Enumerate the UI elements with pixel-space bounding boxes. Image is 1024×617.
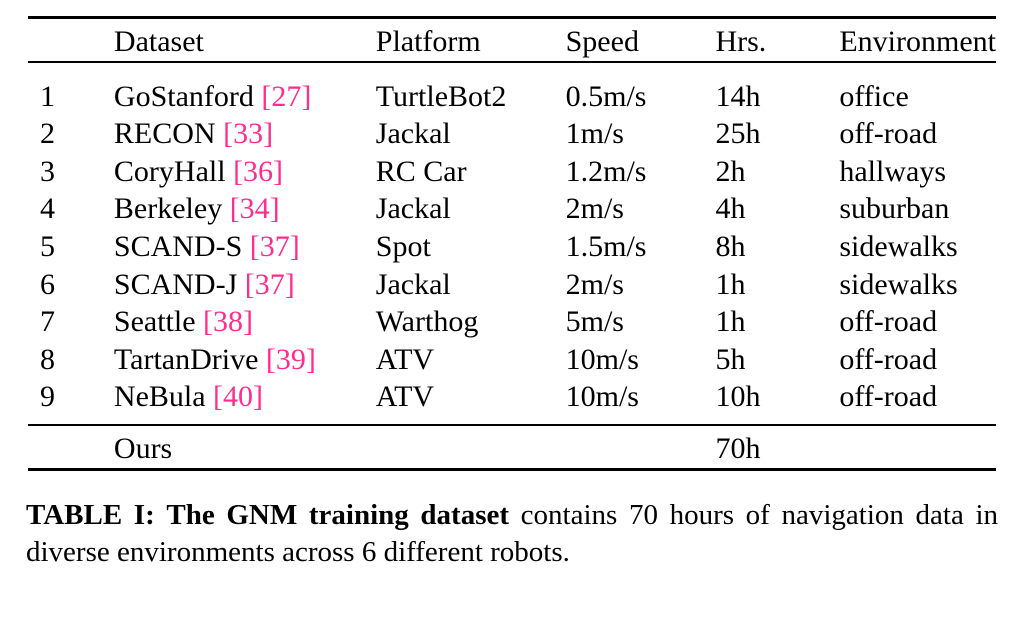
row-index: 7 — [40, 305, 55, 339]
table-row — [28, 378, 996, 416]
row-dataset — [96, 341, 376, 379]
row-speed: 5m/s — [565, 305, 624, 339]
row-dataset — [96, 78, 376, 116]
dataset-table-container — [28, 16, 996, 475]
row-environment: hallways — [839, 154, 946, 188]
summary-dataset: Ours — [113, 431, 173, 465]
header-platform: Platform — [375, 25, 481, 58]
dataset-name: GoStanford — [113, 79, 254, 113]
row-platform: RC Car — [375, 154, 467, 188]
dataset-name: SCAND-J — [113, 267, 238, 301]
row-dataset — [96, 115, 376, 153]
citation-link[interactable]: [34] — [229, 192, 280, 226]
row-dataset — [96, 303, 376, 341]
row-speed: 2m/s — [565, 267, 624, 301]
citation-link[interactable]: [38] — [203, 305, 254, 339]
row-speed: 1.2m/s — [565, 154, 647, 188]
row-hrs: 1h — [715, 305, 746, 339]
dataset-name: CoryHall — [113, 154, 226, 188]
table-caption — [26, 497, 998, 571]
row-index: 8 — [40, 342, 55, 376]
row-hrs: 8h — [715, 229, 746, 263]
table-spacer — [28, 67, 996, 78]
summary-index — [28, 430, 96, 469]
row-platform: Jackal — [375, 267, 451, 301]
row-environment: off-road — [839, 117, 938, 151]
row-hrs: 14h — [715, 79, 761, 113]
table-row — [28, 341, 996, 379]
citation-link[interactable]: [36] — [233, 154, 284, 188]
row-environment: suburban — [839, 192, 950, 226]
dataset-name: RECON — [113, 117, 216, 151]
table-row — [28, 190, 996, 228]
row-dataset — [96, 266, 376, 304]
citation-link[interactable]: [40] — [213, 380, 264, 414]
dataset-name: Berkeley — [113, 192, 223, 226]
table-row — [28, 78, 996, 116]
row-platform: Jackal — [375, 192, 451, 226]
caption-bold-title: The GNM training dataset — [166, 498, 510, 531]
table-row — [28, 115, 996, 153]
citation-link[interactable]: [27] — [261, 79, 312, 113]
header-dataset: Dataset — [113, 25, 204, 58]
summary-platform — [376, 430, 566, 469]
caption-rest: contains 70 hours of navigation data in diverse environments across 6 different robots. — [26, 498, 999, 568]
dataset-name: NeBula — [113, 380, 206, 414]
citation-link[interactable]: [37] — [244, 267, 295, 301]
row-index: 5 — [40, 229, 55, 263]
citation-link[interactable]: [39] — [265, 342, 316, 376]
row-platform: Warthog — [375, 305, 479, 339]
header-index — [28, 23, 96, 62]
header-hrs: Hrs. — [715, 25, 767, 58]
row-environment: sidewalks — [839, 229, 958, 263]
citation-link[interactable]: [33] — [223, 117, 274, 151]
header-environment: Environment — [839, 25, 996, 58]
row-speed: 10m/s — [565, 380, 639, 414]
table-rule-bottom — [28, 469, 996, 475]
table-header-row — [28, 23, 996, 62]
row-platform: ATV — [375, 342, 435, 376]
table-row — [28, 228, 996, 266]
header-speed: Speed — [565, 25, 639, 58]
row-speed: 10m/s — [565, 342, 639, 376]
row-hrs: 5h — [715, 342, 746, 376]
row-speed: 2m/s — [565, 192, 624, 226]
table-summary-row — [28, 430, 996, 469]
row-index: 4 — [40, 192, 55, 226]
dataset-name: TartanDrive — [113, 342, 259, 376]
summary-environment — [835, 430, 996, 469]
row-index: 2 — [40, 117, 55, 151]
row-index: 9 — [40, 380, 55, 414]
row-index: 1 — [40, 79, 55, 113]
row-hrs: 25h — [715, 117, 761, 151]
row-dataset — [96, 228, 376, 266]
row-index: 3 — [40, 154, 55, 188]
row-environment: off-road — [839, 342, 938, 376]
summary-hrs: 70h — [715, 431, 761, 465]
row-dataset — [96, 153, 376, 191]
row-environment: off-road — [839, 305, 938, 339]
table-figure-page — [0, 16, 1024, 617]
row-dataset — [96, 190, 376, 228]
summary-speed — [566, 430, 716, 469]
table-row — [28, 153, 996, 191]
row-platform: TurtleBot2 — [375, 79, 507, 113]
dataset-name: SCAND-S — [113, 229, 243, 263]
row-hrs: 10h — [715, 380, 761, 414]
row-platform: Spot — [375, 229, 431, 263]
row-environment: off-road — [839, 380, 938, 414]
row-speed: 1m/s — [565, 117, 624, 151]
row-hrs: 4h — [715, 192, 746, 226]
table-row — [28, 266, 996, 304]
table-row — [28, 303, 996, 341]
row-environment: office — [839, 79, 909, 113]
row-environment: sidewalks — [839, 267, 958, 301]
row-index: 6 — [40, 267, 55, 301]
dataset-name: Seattle — [113, 305, 196, 339]
dataset-table — [28, 16, 996, 475]
row-speed: 0.5m/s — [565, 79, 647, 113]
row-hrs: 1h — [715, 267, 746, 301]
row-speed: 1.5m/s — [565, 229, 647, 263]
citation-link[interactable]: [37] — [249, 229, 300, 263]
row-hrs: 2h — [715, 154, 746, 188]
caption-label: TABLE I: — [26, 498, 155, 531]
table-spacer — [28, 416, 996, 425]
row-platform: Jackal — [375, 117, 451, 151]
row-platform: ATV — [375, 380, 435, 414]
row-dataset — [96, 378, 376, 416]
